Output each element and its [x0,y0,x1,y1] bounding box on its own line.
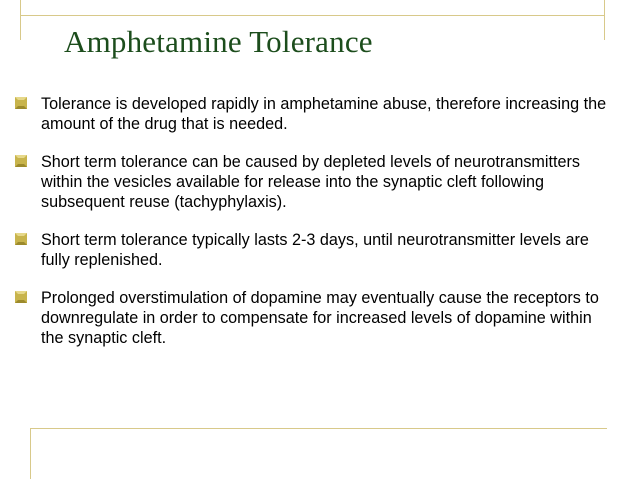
slide-title: Amphetamine Tolerance [64,24,373,59]
bullet-item [14,288,614,348]
frame-line-right [604,0,605,40]
bullet-text: Short term tolerance typically lasts 2-3 days, until neurotransmitter levels are fully replenished. [41,231,589,269]
bullet-list [14,94,614,366]
frame-line-bottom [30,428,607,429]
bullet-item [14,94,614,134]
bullet-item [14,152,614,212]
bullet-text: Prolonged overstimulation of dopamine may eventually cause the receptors to downregulate in order to compensate for increased levels of dopamine within the synaptic cleft. [41,289,599,347]
bullet-item [14,230,614,270]
frame-line-left [20,0,21,40]
square-bullet-icon [14,96,28,110]
frame-line-top [20,15,604,16]
square-bullet-icon [14,154,28,168]
frame-line-bottom-left [30,428,31,479]
square-bullet-icon [14,290,28,304]
bullet-text: Short term tolerance can be caused by depleted levels of neurotransmitters within the vesicles available for release into the synaptic cleft following subsequent reuse (tachyphylaxis). [41,153,580,211]
square-bullet-icon [14,232,28,246]
bullet-text: Tolerance is developed rapidly in amphetamine abuse, therefore increasing the amount of the drug that is needed. [41,95,607,133]
